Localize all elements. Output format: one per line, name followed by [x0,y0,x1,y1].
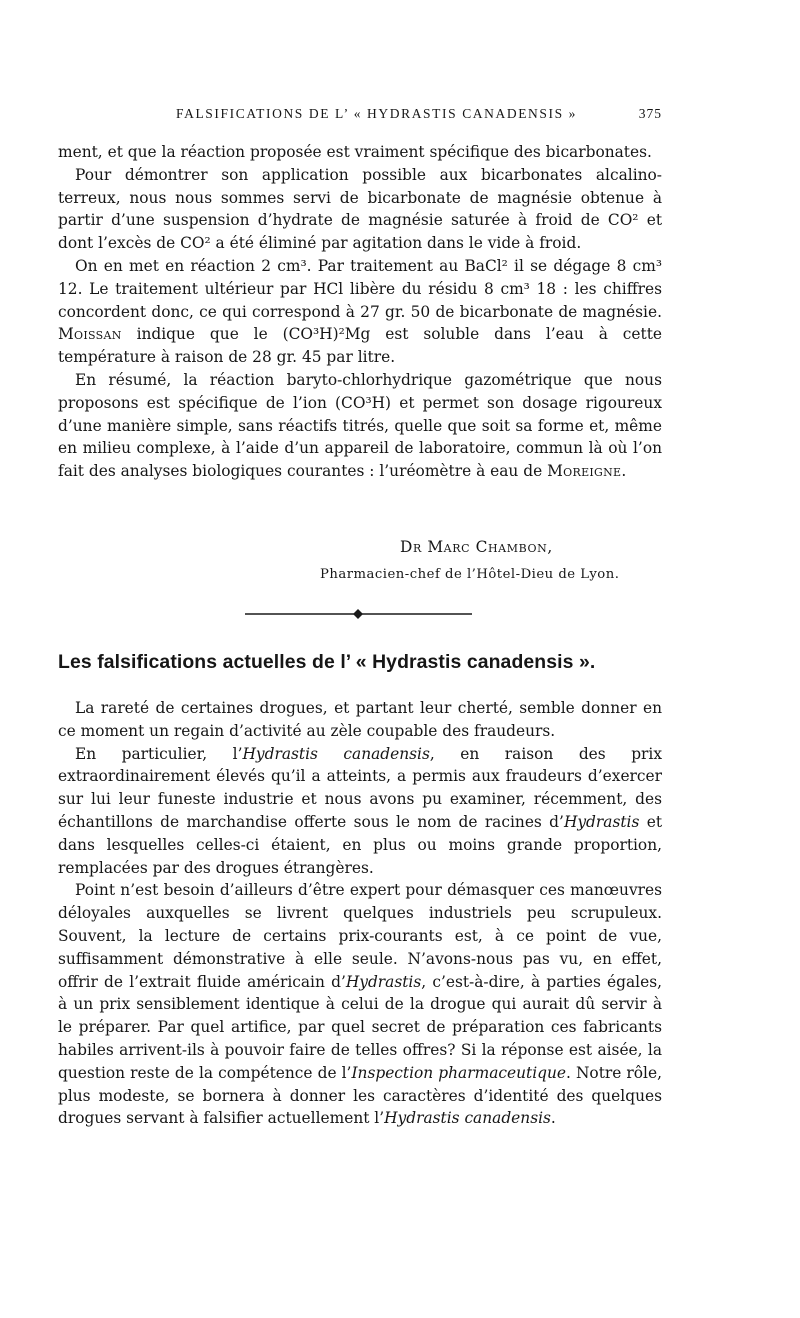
signature-name: Dr Marc Chambon, [400,538,553,556]
italic-species-name: Hydrastis [345,972,422,991]
paragraph-expert [58,879,662,1130]
text-run: , en raison des prix extraordinairement élevés qu’il a atteints, a permis aux fraudeurs d’exercer sur lui leur funeste industrie et nous avons pu examiner, récemment, des échantillons de marchandise offerte sous le nom de racines d’ [58,744,663,831]
italic-species-name: Hydrastis [563,812,640,831]
author-moreigne: Moreigne. [547,462,627,481]
text-run: , c’est-à-dire, à parties égales, à un prix sensiblement identique à celui de la drogue qui aurait dû servir à le préparer. Par quel artifice, par quel secret de préparation ces fabricants habiles arrivent-ils à pouvoir faire de telles offres? Si la réponse est aisée, la question reste de la compétence de l’ [58,972,662,1082]
signature-affiliation: Pharmacien-chef de l’Hôtel-Dieu de Lyon. [320,567,620,582]
article-hydrastis [58,697,662,1130]
text-run: Point n’est besoin d’ailleurs d’être expert pour démasquer ces manœuvres déloyales auxquelles se livrent quelques industriels peu scrupuleux. Souvent, la lecture de certains prix-courants est, à ce point de vue, suffisamment démonstrative à elle seule. N’avons-nous pas vu, en effet, offrir de l’extrait fluide américain d’ [58,881,662,991]
author-moissan: Moissan [58,325,122,344]
text-run: . [550,1109,556,1128]
paragraph-rarity: La rareté de certaines drogues, et partant leur cherté, semble donner en ce moment un regain d’activité au zèle coupable des fraudeurs. [58,699,662,740]
paragraph-summary [58,369,662,483]
magnesia-test-text: On en met en réaction 2 cm³. Par traitement au BaCl² il se dégage 8 cm³ 12. Le traitement ultérieur par HCl libère du résidu 8 cm³ 18 : les chiffres concordent donc, ce qui correspond à 27 gr. 50 de bicarbonate de magnésie. [58,256,662,321]
paragraph-magnesia-test [58,255,662,369]
summary-text: En résumé, la réaction baryto-chlorhydrique gazométrique que nous proposons est spécifique de l’ion (CO³H) et permet son dosage rigoureux d’une manière simple, sans réactifs titrés, quelle que soit sa forme et, même en milieu complexe, à l’aide d’un appareil de laboratoire, commun là où l’on fait des analyses biologiques courantes : l’uréomètre à eau de [58,370,662,481]
paragraph-particular [58,743,662,880]
italic-species-name: Hydrastis canadensis [384,1109,551,1128]
text-run: . Notre rôle, plus modeste, se bornera à donner les caractères d’identité des quelques drogues servant à falsifier actuellement l’ [58,1063,662,1128]
page-number: 375 [638,106,662,121]
text-run: En particulier, l’ [75,744,243,763]
article-heading: Les falsifications actuelles de l’ « Hydrastis canadensis ». [58,651,596,673]
text-run: et dans lesquelles celles-ci étaient, en plus ou moins grande proportion, remplacées par des drogues étrangères. [58,812,662,877]
paragraph-continuation: ment, et que la réaction proposée est vraiment spécifique des bicarbonates. [58,143,652,161]
section-divider-ornament [245,607,472,621]
paragraph-alkaline-earth: Pour démontrer son application possible aux bicarbonates alcalino-terreux, nous nous sommes servi de bicarbonate de magnésie obtenue à partir d’une suspension d’hydrate de magnésie saturée à froid de CO² et dont l’excès de CO² a été éliminé par agitation dans le vide à froid. [58,165,662,253]
magnesia-solubility-text: indique que le (CO³H)²Mg est soluble dans l’eau à cette température à raison de 28 gr. 45 par litre. [58,325,662,367]
running-head-title: FALSIFICATIONS DE L’ « HYDRASTIS CANADENSIS » [176,106,578,121]
italic-species-name: Hydrastis canadensis [242,744,430,763]
article-chambon-conclusion [58,141,662,483]
italic-inspection: Inspection pharmaceutique [351,1063,566,1082]
